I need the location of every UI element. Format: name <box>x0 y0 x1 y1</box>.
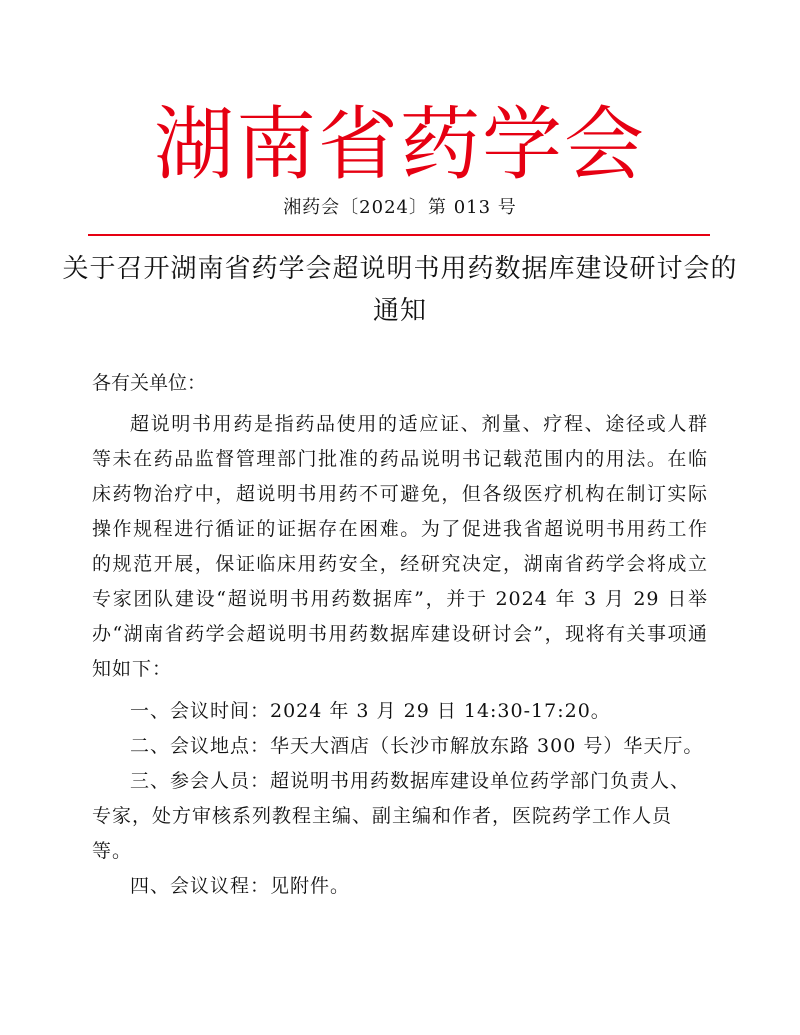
salutation: 各有关单位： <box>92 372 207 394</box>
notice-title: 关于召开湖南省药学会超说明书用药数据库建设研讨会的通知 <box>62 254 738 326</box>
organization-title: 湖南省药学会 <box>154 98 646 191</box>
item-meeting-location: 二、会议地点：华天大酒店（长沙市解放东路 300 号）华天厅。 <box>130 735 704 757</box>
intro-paragraph: 超说明书用药是指药品使用的适应证、剂量、疗程、途径或人群等未在药品监督管理部门批准的药品说明书记载范围内的用法。在临床药物治疗中，超说明书用药不可避免，但各级医疗机构在制订实际操作规程进行循证的证据存在困难。为了促进我省超说明书用药工作的规范开展，保证临床用药安全，经研究决定，湖南省药学会将成立专家团队建设“超说明书用药数据库”，并于 2024 年 3 月 29 日举办“湖南省药学会超说明书用药数据库建设研讨会”，现将有关事项通知如下： <box>92 413 708 680</box>
item-participants: 三、参会人员：超说明书用药数据库建设单位药学部门负责人、专家，处方审核系列教程主编、副主编和作者，医院药学工作人员等。 <box>92 770 691 862</box>
meeting-items <box>92 694 708 904</box>
notice-body <box>92 366 708 904</box>
header-divider <box>88 234 710 236</box>
item-meeting-time: 一、会议时间：2024 年 3 月 29 日 14:30-17:20。 <box>130 700 611 722</box>
item-agenda: 四、会议议程：见附件。 <box>130 875 351 897</box>
document-number: 湘药会〔2024〕第 013 号 <box>283 197 517 218</box>
